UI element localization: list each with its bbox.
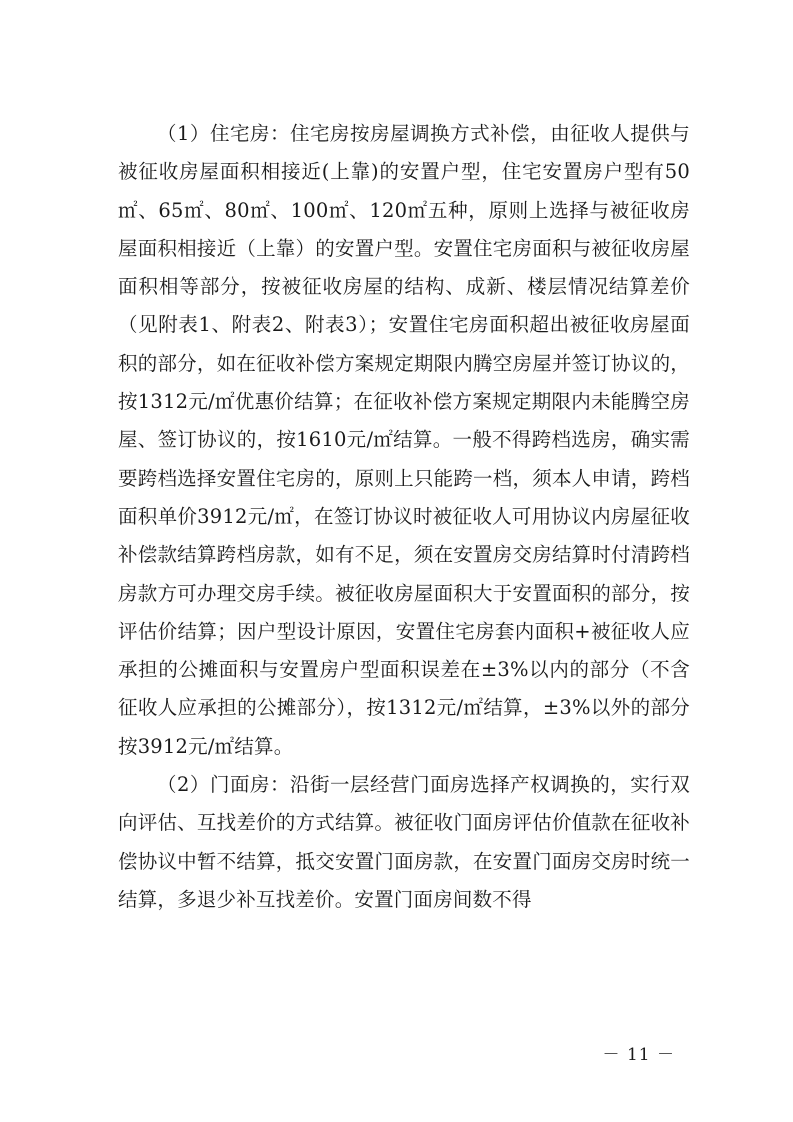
document-body [118,115,690,919]
paragraph-storefront-housing: （2）门面房：沿街一层经营门面房选择产权调换的，实行双向评估、互找差价的方式结算。被征收门面房评估价值款在征收补偿协议中暂不结算，抵交安置门面房款，在安置门面房交房时统一结算，多退少补互找差价。安置门面房间数不得 [118,773,690,911]
paragraph-residential-housing: （1）住宅房：住宅房按房屋调换方式补偿，由征收人提供与被征收房屋面积相接近(上靠)的安置户型，住宅安置房户型有50㎡、65㎡、80㎡、100㎡、120㎡五种，原则上选择与被征收房屋面积相接近（上靠）的安置户型。安置住宅房面积与被征收房屋面积相等部分，按被征收房屋的结构、成新、楼层情况结算差价（见附表1、附表2、附表3）；安置住宅房面积超出被征收房屋面积的部分，如在征收补偿方案规定期限内腾空房屋并签订协议的，按1312元/㎡优惠价结算；在征收补偿方案规定期限内未能腾空房屋、签订协议的，按1610元/㎡结算。一般不得跨档选房，确实需要跨档选择安置住宅房的，原则上只能跨一档，须本人申请，跨档面积单价3912元/㎡，在签订协议时被征收人可用协议内房屋征收补偿款结算跨档房款，如有不足，须在安置房交房结算时付清跨档房款方可办理交房手续。被征收房屋面积大于安置面积的部分，按评估价结算；因户型设计原因，安置住宅房套内面积+被征收人应承担的公摊面积与安置房户型面积误差在±3%以内的部分（不含征收人应承担的公摊部分），按1312元/㎡结算，±3%以外的部分按3912元/㎡结算。 [118,122,690,758]
page-number: － 11 － [602,1045,675,1065]
